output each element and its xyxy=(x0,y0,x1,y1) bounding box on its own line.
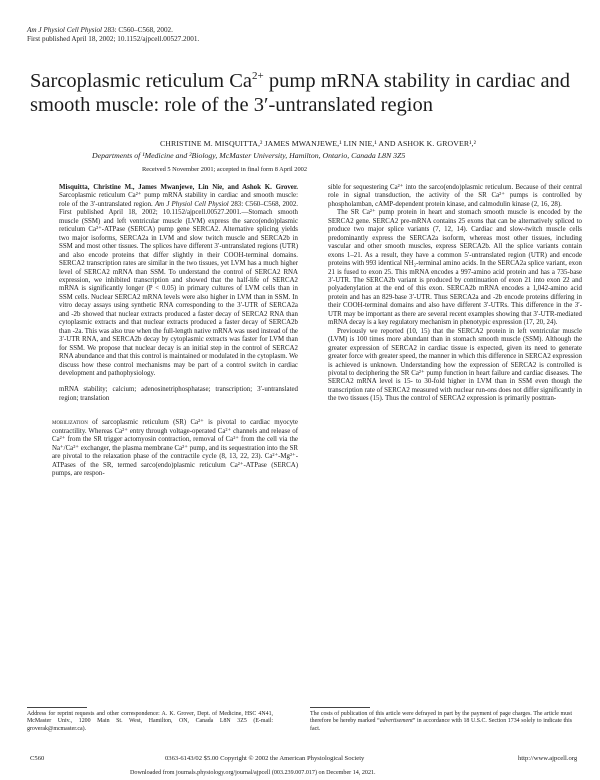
journal-url-link[interactable]: http://www.ajpcell.org xyxy=(518,755,578,762)
page-charges-text-a: The costs of publication of this article were defrayed in part by the payment of page charges. The article must therefore be hereby marked “ xyxy=(310,711,572,725)
footnote-divider-left xyxy=(27,707,87,708)
intro-paragraph-1 xyxy=(52,419,298,478)
abstract-text: 283: C560–C568, 2002. First published April 18, 2002; 10.1152/ajpcell.00527.2001.—Stomach smooth muscle (SSM) and left ventricular muscle (LVM) express the sarco(endo)plasmic reticulum Ca²⁺-ATPase (SERCA) pump gene SERCA2. Alternative splicing yields two major isoforms, SERCA2a in LVM and slow twitch muscle and SERCA2b in SSM and most other tissues. The splices have different 3′-untranslated regions (UTR) and also encode proteins that differ slightly in their COOH-terminal domains. SERCA2 transcription rates are similar in the two tissues, yet LVM has a much higher level of SERCA2 mRNA than SSM. To understand the control of SERCA2 RNA expression, we inhibited transcription and showed that the half-life of SERCA2 mRNA is significantly longer (P < 0.05) in primary cultures of LVM cells than in SSM cells. Nuclear SERCA2 mRNA levels were also higher in LVM than in SSM. In vitro decay assays using synthetic RNA corresponding to the 3′-UTR of SERCA2a and -2b showed that nuclear extracts produced a faster decay of SERCA2 RNA than cytoplasmic extracts and that nuclear extracts produced a faster decay of SERCA2b than -2a. This was also true when the full-length native mRNA was used instead of the 3′-UTR RNA, and SERCA2b decay by cytoplasmic extracts was faster for LVM than for SSM. We propose that nuclear decay is an initial step in the control of SERCA2 RNA abundance and that this control is maintained or modulated in the cytoplasm. We discuss how these control mechanisms may be part of a control switch in cardiac development and pathophysiology. xyxy=(59,200,298,377)
abstract-journal: Am J Physiol Cell Physiol xyxy=(154,200,229,208)
intro-paragraph-3: Previously we reported (10, 15) that the SERCA2 protein in left ventricular muscle (LVM) is 100 times more abundant than in stomach smooth muscle (SSM). Although the greater expression of SERCA2 in cardiac tissue is expected, given its need to generate greater force with greater speed, the manner in which this difference in SERCA2 expression is achieved is unknown. Understanding how the expression of SERCA2 is controlled is pivotal to deciphering the SR Ca²⁺ pump function in heart failure and cardiac diseases. The SERCA2 mRNA level is 15- to 30-fold higher in LVM than in SSM even though the transcription rate of SERCA2 measured with nuclear run-ons does not differ significantly in the two tissues (15). Thus the control of SERCA2 expression is primarily posttran- xyxy=(328,327,582,403)
author-affiliations: Departments of ¹Medicine and ²Biology, McMaster University, Hamilton, Ontario, Canada L8N 3Z5 xyxy=(92,151,406,160)
article-title xyxy=(30,70,575,117)
title-superscript: 2+ xyxy=(252,70,264,83)
page-charges-text-b: ” in accordance with 18 U.S.C. Section 1734 solely to indicate this fact. xyxy=(310,718,572,732)
journal-name: Am J Physiol Cell Physiol xyxy=(27,26,103,34)
journal-header xyxy=(27,26,199,44)
page-charges-emphasis: advertisement xyxy=(379,718,413,725)
journal-volume-pages: 283: C560–C568, 2002. xyxy=(103,26,173,34)
author-list: CHRISTINE M. MISQUITTA,² JAMES MWANJEWE,¹ LIN NIE,¹ AND ASHOK K. GROVER¹,² xyxy=(160,139,477,148)
journal-citation-line xyxy=(27,26,199,35)
intro-paragraph-1-text: of sarcoplasmic reticulum (SR) Ca²⁺ is pivotal to cardiac myocyte contractility. Whereas Ca²⁺ entry through voltage-operated Ca²⁺ channels and release of Ca²⁺ from the SR trigger actomyosin contraction, removal of Ca²⁺ from the cell via the Na⁺/Ca²⁺ exchanger, the plasma membrane Ca²⁺ pump, and its sequestration into the SR are pivotal to the relaxation phase of the contractile cycle (8, 13, 22, 23). Ca²⁺-Mg²⁺-ATPases of the SR, termed sarco(endo)plasmic reticulum Ca²⁺-ATPase (SERCA) pumps, are respon- xyxy=(52,419,298,478)
intro-paragraph-2: The SR Ca²⁺ pump protein in heart and stomach smooth muscle is encoded by the SERCA2 gene. SERCA2 pre-mRNA contains 25 exons that can be alternatively spliced to produce two major splice variants (7, 12, 14). Cardiac and slow-twitch muscle cells predominantly express the SERCA2a isoform, whereas most other tissues, including vascular and other smooth muscles, express SERCA2b. All the splice variants contain exons 1–21. As a result, they have a common 5′-untranslated region (UTR) and encode proteins with 993 identical NH₂-terminal amino acids. In the SERCA2a splice variant, exon 21 is fused to exon 25. This mRNA encodes a 997-amino acid protein and has a 735-base 3′-UTR. The SERCA2b variant is produced by continuation of exon 21 into exon 22 and polyadenylation at the end of this exon. SERCA2b mRNA encodes a 1,042-amino acid protein and has an 829-base 3′-UTR. Thus SERCA2a and -2b encode proteins differing in their COOH-terminal domains and also have different 3′-UTRs. This difference in the 3′-UTR may be important as there are several recent examples showing that 3′-UTR-mediated mRNA decay is a key regulatory mechanism in phenotypic expression (17, 20, 24). xyxy=(328,209,582,327)
abstract-citation-title: Sarcoplasmic reticulum Ca²⁺ pump mRNA stability in cardiac and smooth muscle: role of the 3′-untranslated region. xyxy=(59,192,298,208)
intro-lead-word: mobilization xyxy=(52,419,88,427)
page-number: C560 xyxy=(30,755,45,762)
copyright-line: 0363-6143/02 $5.00 Copyright © 2002 the American Physiological Society xyxy=(165,755,365,762)
download-notice: Downloaded from journals.physiology.org/journal/ajpcell (003.239.007.017) on December 14, 2021. xyxy=(130,770,376,776)
page-charges-footnote xyxy=(310,711,572,733)
intro-paragraph-1-continued: sible for sequestering Ca²⁺ into the sarco(endo)plasmic reticulum. Because of their central role in signal transduction, the activity of the SR Ca²⁺ pumps is controlled by phospholamban, cAMP-dependent protein kinase, and calmodulin kinase (2, 16, 28). xyxy=(328,184,582,208)
left-column xyxy=(52,184,298,479)
title-part-1: Sarcoplasmic reticulum Ca xyxy=(30,70,253,92)
received-dates: Received 5 November 2001; accepted in final form 8 April 2002 xyxy=(142,166,308,173)
correspondence-footnote: Address for reprint requests and other correspondence: A. K. Grover, Dept. of Medicine, HSC 4N41, McMaster Univ., 1200 Main St. West, Hamilton, ON, Canada L8N 3Z5 (E-mail: groverak@mcmaster.ca). xyxy=(27,711,273,732)
abstract xyxy=(52,184,298,378)
keywords: mRNA stability; calcium; adenosinetriphosphatase; transcription; 3′-untranslated region; translation xyxy=(59,386,298,402)
abstract-authors: Misquitta, Christine M., James Mwanjewe, Lin Nie, and Ashok K. Grover. xyxy=(59,184,298,191)
footnote-divider-right xyxy=(310,707,370,708)
first-published-line: First published April 18, 2002; 10.1152/ajpcell.00527.2001. xyxy=(27,35,200,43)
title-part-2: pump mRNA stability in cardiac and smooth muscle: role of the 3′-untranslated region xyxy=(30,70,571,116)
right-column xyxy=(328,184,582,404)
